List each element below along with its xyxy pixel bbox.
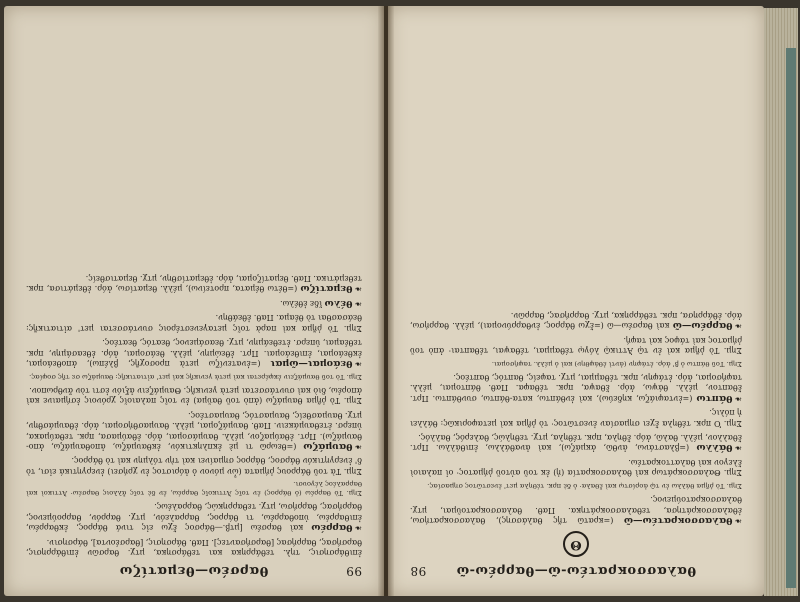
right-running-head [410,563,742,578]
left-page [4,6,384,596]
page-edges [764,8,798,596]
fleuron-icon: ❧ [354,283,362,294]
dictionary-entry: ❧θάπτω (=ἐνταφιάζω, κηδεύω), καὶ ἐνθάπτω, κατα-θάπτω, συνθάπτω. Πρτ. ἔθαπτον, μέλλ. θάψω, ἀόρ. ἔθαψα, πρκ. τέθαφα. Παθ. θάπτομαι, μέλλ. ταφήσομαι, ἀόρ. ἐτάφην, πρκ. τέθαμμαι, μτχ. ταφείς, θαπτός, θαπτέος. [410,372,742,404]
dictionary-entry: Σημ. Ὁ πρκ. τέθηλα ἔχει σημασίαν ἐνεστῶτος· τὸ ῥῆμα καὶ μεταφορικῶς: θάλλει ἡ πόλις. [410,408,742,428]
dictionary-entry: Σημ. Θαλασσοκράτωρ καὶ θαλασσοκρατία (ἡ) ἐκ τοῦ αὐτοῦ ῥήματος· οἱ παλαιοὶ ἔλεγον καὶ θαλαττοκρατέω. [410,457,742,478]
left-page-number: 99 [345,564,362,578]
fleuron-icon: ❧ [354,357,362,368]
fleuron-icon: ❧ [354,297,362,308]
right-page [388,6,764,596]
dictionary-entry: ἐπιθάρσησις, τηλ. τεθάρρηκα και τεθάρσηκα, μτχ. θαρσῶν ἐπιθάρρησις, θαρσήσας, θαρρήσας [θαρσήσαντες]. Παθ. θάρσησις, [θαρσέοντα], θάρσησιν. [26,537,362,557]
fleuron-icon: ❧ [354,440,362,451]
left-running-title: θαρσέω—θεματίζω [119,563,269,578]
fleuron-icon: ❧ [734,442,742,453]
footnote: Σημ. Τὸ ῥῆμα θάλλω ἐν τῷ ἀορίστῳ καὶ ἔθαλα· ὁ δὲ πρκ. τέθηλα μετ' ἐνεστῶτος σημασίας. [427,481,742,490]
section-letter-badge: Θ [563,531,589,557]
dictionary-entry: Σημ. Τὰ τοῦ θάρρους ῥήματα (ὧν μόνον ὁ ἀόριστος ἐν χρήσει) ἐνεργητικά εἰσι, τὸ δ' ἐνεργητικόν θάρσος, θάρρος σημαίνει καὶ τὴν τόλμην καὶ τὸ θάρρος. [26,456,362,476]
fleuron-icon: ❧ [734,515,742,525]
dictionary-entry: ❧θεματίζω (=θέτω θέματα, προτείνω), μέλλ. θεματίσω, ἀόρ. ἐθεμάτισα, πρκ. τεθεμάτικα. Παθ. θεματίζομαι, ἀόρ. ἐθεματίσθην, μτχ. θεματισθείς. [26,274,362,295]
dictionary-entry: ❧θάλλω (=βλαστάνω, ἀνθῶ, ἀκμάζω), καὶ ἀναθάλλω, ἐπιθάλλω. Πρτ. ἔθαλλον, μέλλ. θαλῶ, ἀόρ. ἔθηλα, πρκ. τέθηλα, μτχ. τεθηλώς, θαλερός, θαλλός. [409,432,742,454]
dictionary-entry: ❧θαλασσοκρατέω—ῶ (=κρατῶ τῆς θαλάσσης), θαλασσοκρατήσω, ἐθαλασσοκράτησα, τεθαλασσοκράτηκα. Παθ. θαλασσοκρατοῦμαι, μτχ. θαλασσοκρατούμενος. [410,495,742,526]
dictionary-entry: Σημ. Τὸ ῥῆμα καὶ ἐν τῷ Ἀττικῷ λόγῳ τέθαμμαι, τέθαψαι, τέθαπται· ἀπὸ τοῦ ῥήματος καὶ τάφος καὶ ταφή. [410,335,742,355]
dictionary-entry: ❧θεάομαι—ῶμαι (=ἐνατενίζω μετὰ προσοχῆς, βλέπω), ἀποθεάομαι, ἐκθεάομαι, ἐπιθεάομαι. Πρτ. ἐθεώμην, μέλλ. θεάσομαι, ἀόρ. ἐθεασάμην, πρκ. τεθέαμαι, ὑπερσ. ἐτεθεάμην, μτχ. θεασάμενος, θεατός, θεατέος. [26,338,362,369]
dictionary-entry: Σημ. Τὸ ῥῆμα θαυμάζω (ἀπὸ τοῦ θαῦμα) ἐν τοῖς παλαιοῖς χρόνοις ἐσήμαινε καὶ ἀπορέω, διὸ καὶ συντάσσεται μετὰ γενικῆς. Θαυμάζειν ἀξιόν ἐστι τὸν ἄνθρωπον. [26,385,362,406]
left-running-head [26,563,362,578]
book-gutter [378,6,394,596]
dictionary-entry: ❧θαρρέω—ῶ καὶ θαρσέω—ῶ (=ἔχω θάρρος, ἐνθαρρύνομαι), μέλλ. θαρρήσω, ἀόρ. ἐθάρρησα, πρκ. τεθάρρηκα, μτχ. θαρρήσας, θαρρῶν. [410,310,742,332]
dictionary-entry: Σημ. Τὸ ῥῆμα καὶ παρὰ τοῖς μεταγενεστέροις συντάσσεται μετ' αἰτιατικῆς: θεάσασθαι τὸ θέαμα. Παθ. ἐθεάθην. [26,313,362,333]
footnote: Σημ. Τοῦ θάπτω ὁ β' ἀόρ. ἐτάφην (ἀντὶ ἐθάφθην) καὶ ὁ μέλλ. ταφήσομαι. [491,359,742,368]
dictionary-entry: ❧θέλω ἴδε ἐθέλω. [280,297,362,309]
fleuron-icon: ❧ [354,522,362,533]
dictionary-entry: ❧θαυμάζω (=θεωρῶ τι μὲ ἐκπληκτικόν, ἐκθαυμάζω, ἀποθαυμάζω, ἀπο-θαυμάζω). Πρτ. ἐθαύμαζον, μέλλ. θαυμάσομαι, ἀόρ. ἐθαύμασα, πρκ. τεθαύμακα, ὑπερσ. ἐτεθαυμάκειν. Παθ. θαυμάζομαι, μέλλ. θαυμασθήσομαι, ἀόρ. ἐθαυμάσθην, μτχ. θαυμασθείς, θαυμαστός, θαυμαστέος. [25,410,362,452]
fleuron-icon: ❧ [734,320,742,331]
cover-edge [786,48,796,588]
fleuron-icon: ❧ [734,392,742,403]
footnote: Σημ. Τὸ τοῦ θαυμάζειν ἐκφέρεται καὶ μετὰ γενικῆς καὶ μετ' αἰτιατικῆς: θαυμάζω σε τῆς σοφίας. [29,372,362,381]
dictionary-entry: ❧θαρρέω καὶ θαρσέω [μτβ.—θάρσος ἔχω εἰς τινά θάρρος, ἐκθαρρέω, ἐπιθαρρέω, ὑποθαρρέω, τι θάρρος, θαρραλεόν, μτχ. θαρρόν, θαρρούμενος, θαρρήσας, θαρρήσω, μτχ. τεθαρρηκώς, θαρραλέως. [26,502,362,534]
right-page-number: 98 [410,564,427,578]
right-running-title: θαλασσοκρατέω-ῶ—θαρρέω-ῶ [456,563,697,578]
footnote: Σημ. Τὸ θαρρέω (ὁ θάρρος) ἐν τοῖς Ἀττικοῖς θαρρέω, ἐν δὲ τοῖς ἄλλοις θαρσέω· Ἀττικοὶ καὶ θαρραλέος λέγουσι. [26,480,362,497]
